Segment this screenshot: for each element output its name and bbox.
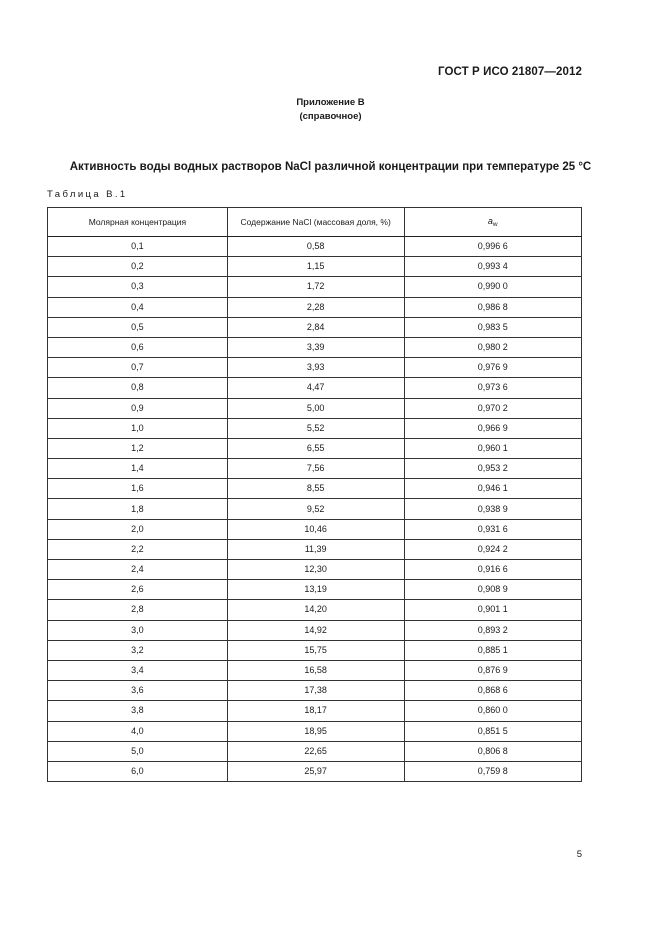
table-row: [48, 297, 582, 317]
cell-aw: 0,924 2: [404, 539, 581, 559]
cell-molar: 0,2: [48, 257, 228, 277]
cell-content: 1,72: [227, 277, 404, 297]
table-row: [48, 560, 582, 580]
cell-aw: 0,973 6: [404, 378, 581, 398]
cell-molar: 0,3: [48, 277, 228, 297]
cell-aw: 0,983 5: [404, 317, 581, 337]
table-row: [48, 600, 582, 620]
cell-aw: 0,885 1: [404, 640, 581, 660]
cell-molar: 2,0: [48, 519, 228, 539]
cell-content: 2,84: [227, 317, 404, 337]
table-row: [48, 499, 582, 519]
cell-content: 3,93: [227, 358, 404, 378]
cell-molar: 0,6: [48, 337, 228, 357]
cell-aw: 0,970 2: [404, 398, 581, 418]
cell-content: 8,55: [227, 479, 404, 499]
page-number: 5: [576, 849, 582, 860]
cell-aw: 0,860 0: [404, 701, 581, 721]
cell-molar: 1,6: [48, 479, 228, 499]
cell-content: 5,52: [227, 418, 404, 438]
cell-content: 18,17: [227, 701, 404, 721]
cell-molar: 0,5: [48, 317, 228, 337]
cell-molar: 3,6: [48, 681, 228, 701]
cell-content: 6,55: [227, 438, 404, 458]
cell-molar: 1,0: [48, 418, 228, 438]
cell-aw: 0,916 6: [404, 560, 581, 580]
table-row: [48, 277, 582, 297]
cell-aw: 0,893 2: [404, 620, 581, 640]
table-caption: Таблица В.1: [47, 189, 128, 200]
cell-content: 0,58: [227, 237, 404, 257]
column-header-content: Содержание NaCl (массовая доля, %): [227, 208, 404, 237]
cell-molar: 3,2: [48, 640, 228, 660]
cell-molar: 0,7: [48, 358, 228, 378]
cell-molar: 6,0: [48, 761, 228, 781]
cell-molar: 0,9: [48, 398, 228, 418]
cell-content: 16,58: [227, 660, 404, 680]
cell-aw: 0,908 9: [404, 580, 581, 600]
table-row: [48, 257, 582, 277]
table-row: [48, 337, 582, 357]
table-row: [48, 539, 582, 559]
table-row: [48, 317, 582, 337]
cell-molar: 1,4: [48, 459, 228, 479]
cell-aw: 0,993 4: [404, 257, 581, 277]
cell-molar: 0,1: [48, 237, 228, 257]
table-row: [48, 378, 582, 398]
cell-aw: 0,851 5: [404, 721, 581, 741]
cell-aw: 0,960 1: [404, 438, 581, 458]
cell-molar: 2,2: [48, 539, 228, 559]
cell-aw: 0,966 9: [404, 418, 581, 438]
column-header-molar: Молярная концентрация: [48, 208, 228, 237]
cell-content: 14,92: [227, 620, 404, 640]
cell-molar: 4,0: [48, 721, 228, 741]
table-row: [48, 358, 582, 378]
cell-content: 11,39: [227, 539, 404, 559]
aw-subscript: w: [492, 221, 498, 228]
appendix-title: Приложение В: [296, 97, 365, 108]
table-row: [48, 681, 582, 701]
cell-content: 14,20: [227, 600, 404, 620]
table-row: [48, 660, 582, 680]
cell-content: 5,00: [227, 398, 404, 418]
cell-content: 9,52: [227, 499, 404, 519]
cell-aw: 0,996 6: [404, 237, 581, 257]
cell-molar: 3,4: [48, 660, 228, 680]
cell-molar: 1,8: [48, 499, 228, 519]
cell-content: 18,95: [227, 721, 404, 741]
column-header-aw: [404, 208, 581, 237]
cell-content: 10,46: [227, 519, 404, 539]
cell-content: 12,30: [227, 560, 404, 580]
cell-content: 13,19: [227, 580, 404, 600]
table-header-row: [48, 208, 582, 237]
cell-aw: 0,759 8: [404, 761, 581, 781]
cell-molar: 2,8: [48, 600, 228, 620]
cell-molar: 5,0: [48, 741, 228, 761]
cell-aw: 0,953 2: [404, 459, 581, 479]
cell-content: 25,97: [227, 761, 404, 781]
cell-aw: 0,806 8: [404, 741, 581, 761]
cell-aw: 0,946 1: [404, 479, 581, 499]
table-row: [48, 479, 582, 499]
cell-content: 2,28: [227, 297, 404, 317]
document-title: Активность воды водных растворов NaCl различной концентрации при температуре 25 °С: [69, 161, 592, 173]
aw-symbol: a: [487, 216, 493, 226]
cell-aw: 0,938 9: [404, 499, 581, 519]
cell-molar: 2,4: [48, 560, 228, 580]
cell-molar: 0,4: [48, 297, 228, 317]
table-row: [48, 580, 582, 600]
table-body: [48, 237, 582, 782]
table-row: [48, 701, 582, 721]
table-row: [48, 761, 582, 781]
cell-molar: 3,0: [48, 620, 228, 640]
cell-molar: 3,8: [48, 701, 228, 721]
cell-aw: 0,876 9: [404, 660, 581, 680]
table-row: [48, 418, 582, 438]
cell-content: 3,39: [227, 337, 404, 357]
cell-content: 22,65: [227, 741, 404, 761]
cell-aw: 0,980 2: [404, 337, 581, 357]
cell-aw: 0,986 8: [404, 297, 581, 317]
standard-code: ГОСТ Р ИСО 21807—2012: [437, 66, 582, 78]
table-row: [48, 398, 582, 418]
cell-content: 17,38: [227, 681, 404, 701]
cell-content: 4,47: [227, 378, 404, 398]
table-row: [48, 640, 582, 660]
cell-molar: 2,6: [48, 580, 228, 600]
cell-molar: 1,2: [48, 438, 228, 458]
cell-content: 7,56: [227, 459, 404, 479]
table-row: [48, 438, 582, 458]
cell-aw: 0,976 9: [404, 358, 581, 378]
cell-aw: 0,868 6: [404, 681, 581, 701]
table-row: [48, 721, 582, 741]
cell-molar: 0,8: [48, 378, 228, 398]
table-row: [48, 741, 582, 761]
appendix-heading: [0, 96, 661, 124]
cell-aw: 0,990 0: [404, 277, 581, 297]
cell-content: 15,75: [227, 640, 404, 660]
cell-aw: 0,901 1: [404, 600, 581, 620]
cell-content: 1,15: [227, 257, 404, 277]
table-row: [48, 620, 582, 640]
cell-aw: 0,931 6: [404, 519, 581, 539]
appendix-subtitle: (справочное): [299, 111, 362, 122]
table-row: [48, 519, 582, 539]
table-row: [48, 237, 582, 257]
data-table: [47, 207, 582, 782]
table-row: [48, 459, 582, 479]
